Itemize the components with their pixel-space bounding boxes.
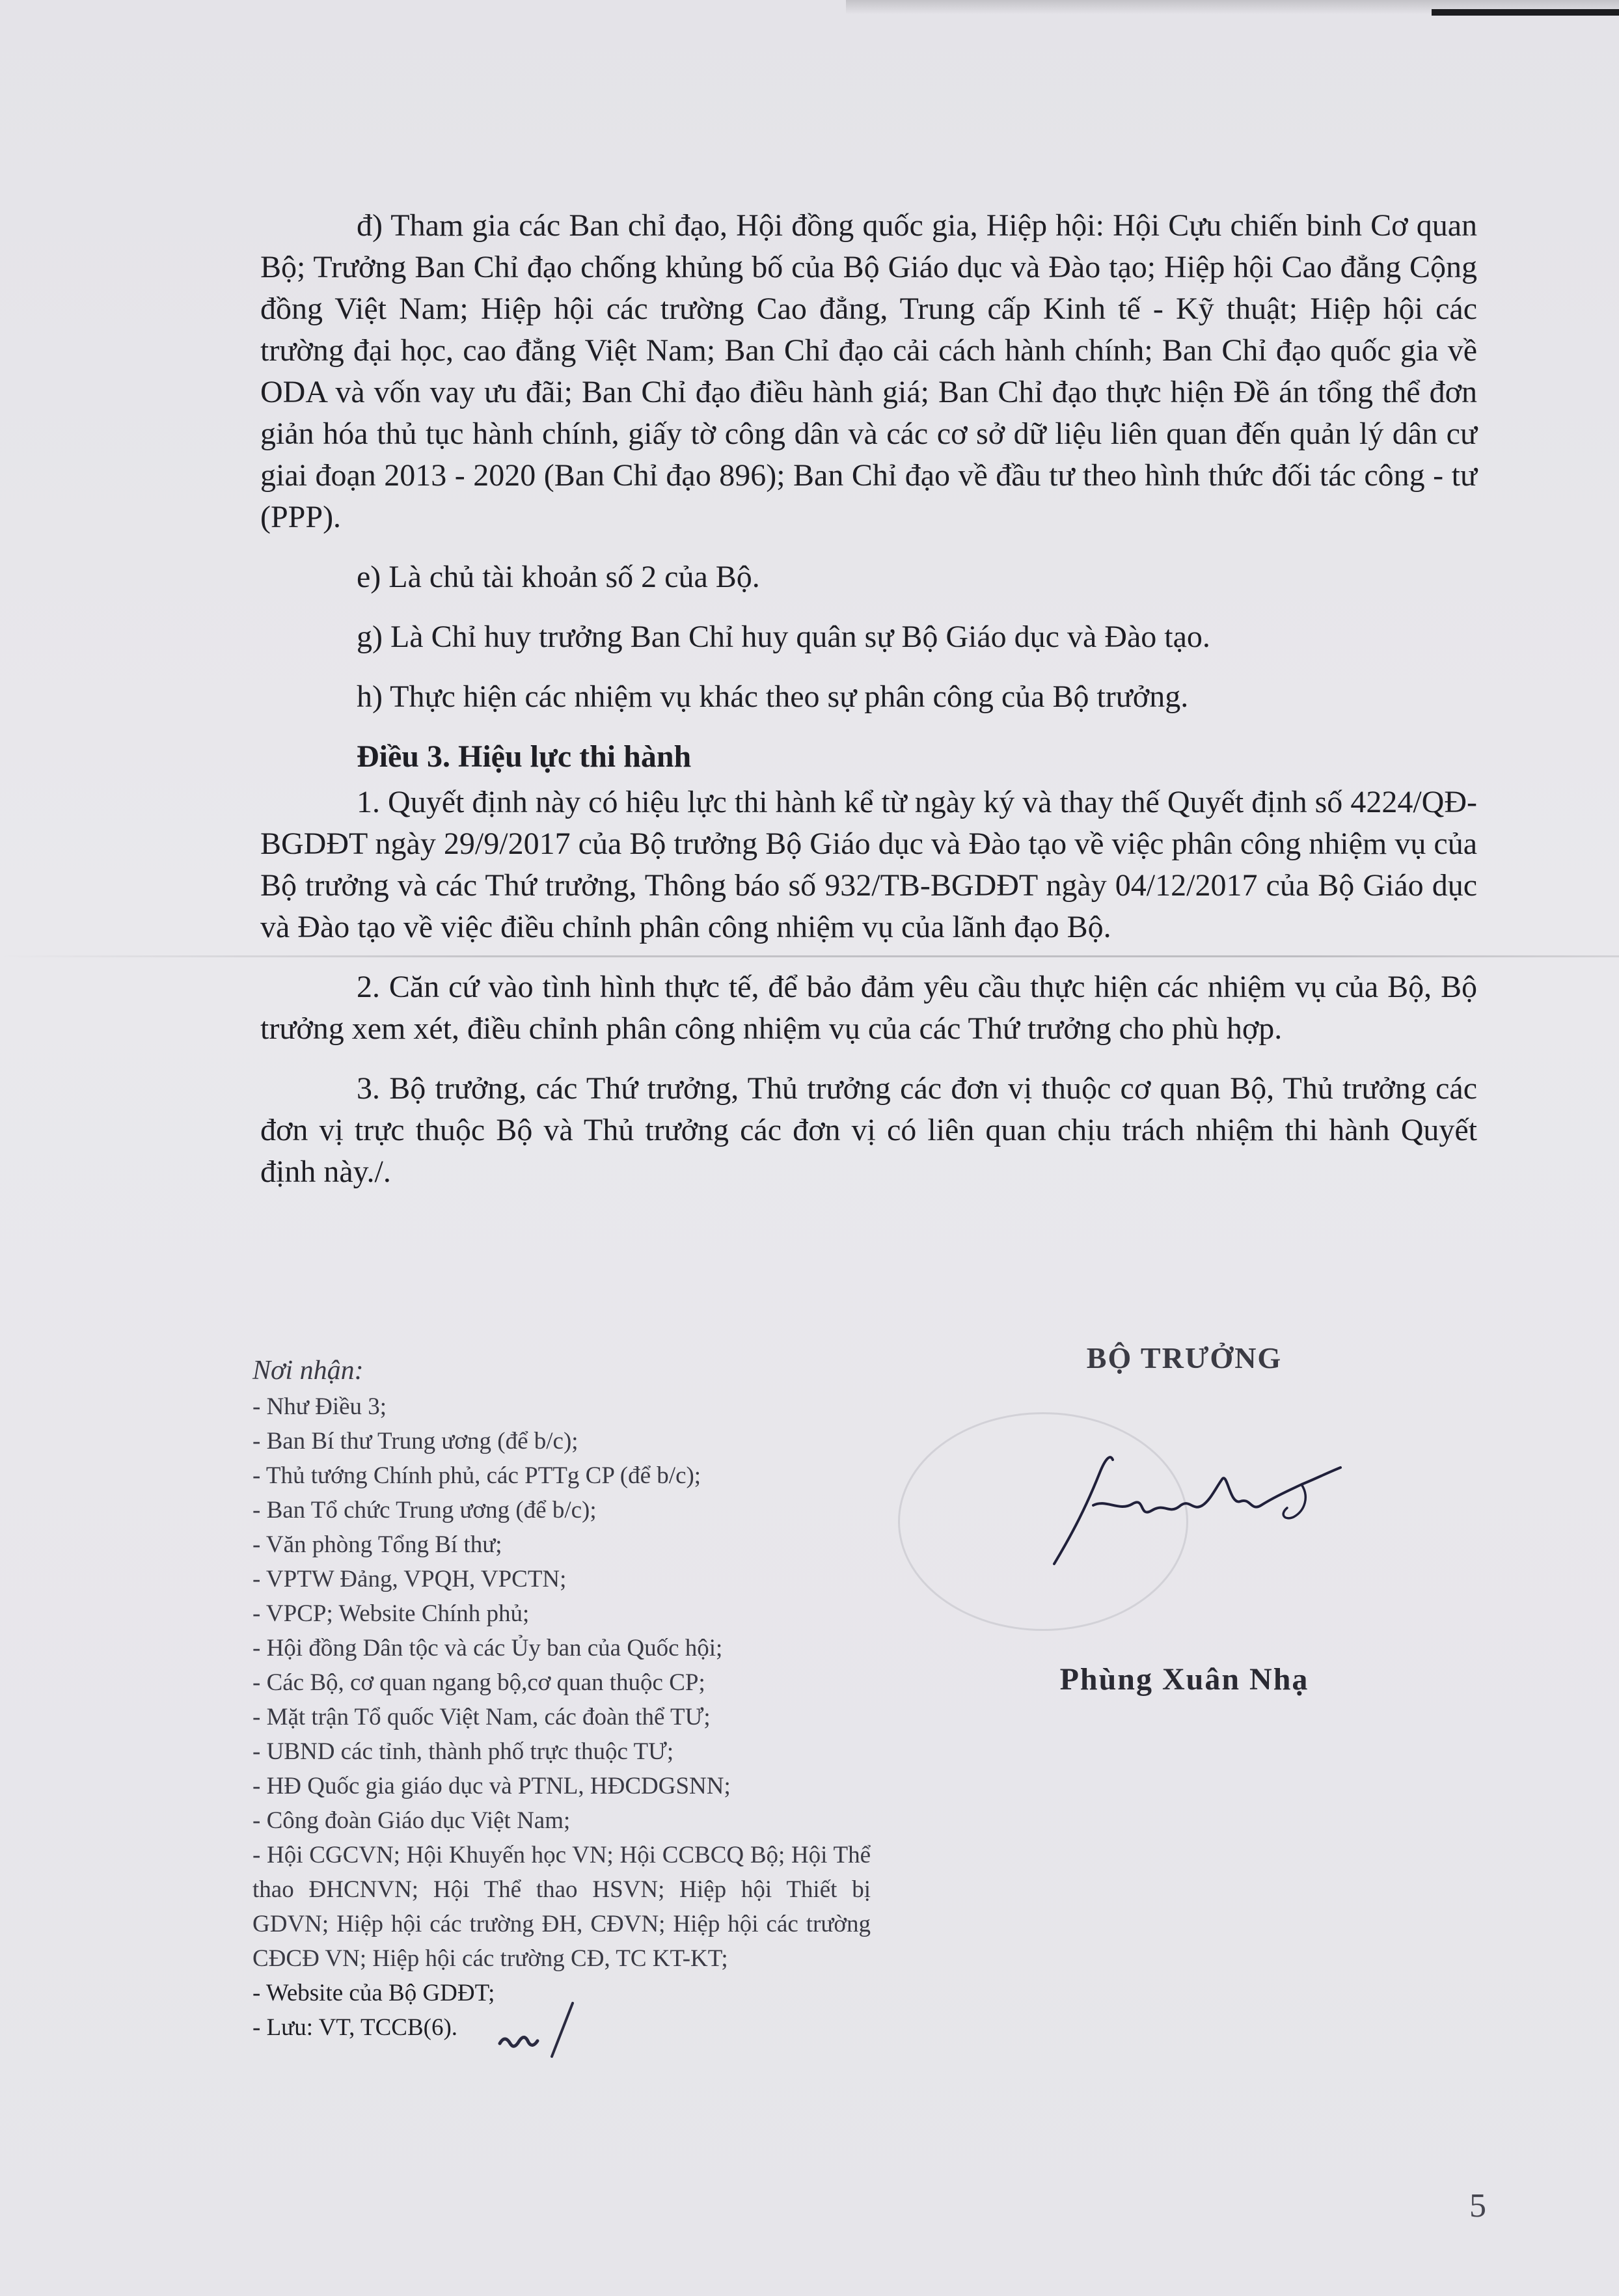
page-top-edge — [1432, 9, 1619, 16]
recipient-item: - VPCP; Website Chính phủ; — [252, 1600, 530, 1627]
article-3-item-2: 2. Căn cứ vào tình hình thực tế, để bảo đảm yêu cầu thực hiện các nhiệm vụ của Bộ, Bộ trưởng xem xét, điều chỉnh phân công nhiệm vụ của các Thứ trưởng cho phù hợp. — [260, 970, 1477, 1046]
recipient-item: - Công đoàn Giáo dục Việt Nam; — [252, 1807, 571, 1834]
document-body — [260, 205, 1477, 1193]
recipient-item: - Mặt trận Tổ quốc Việt Nam, các đoàn thể TƯ; — [252, 1704, 711, 1730]
signature-block — [1015, 1341, 1354, 1697]
recipient-item: - UBND các tỉnh, thành phố trực thuộc TƯ; — [252, 1738, 674, 1765]
signer-name: Phùng Xuân Nhạ — [1059, 1662, 1309, 1697]
recipient-item: - Các Bộ, cơ quan ngang bộ,cơ quan thuộc CP; — [252, 1669, 705, 1696]
recipient-item: - Hội đồng Dân tộc và các Ủy ban của Quốc hội; — [252, 1635, 723, 1661]
clause-d: đ) Tham gia các Ban chỉ đạo, Hội đồng quốc gia, Hiệp hội: Hội Cựu chiến binh Cơ quan Bộ; Trưởng Ban Chỉ đạo chống khủng bố của Bộ Giáo dục và Đào tạo; Hiệp hội Cao đẳng Cộng đồng Việt Nam; Hiệp hội các trường Cao đẳng, Trung cấp Kinh tế - Kỹ thuật; Hiệp hội các trường đại học, cao đẳng Việt Nam; Ban Chỉ đạo cải cách hành chính; Ban Chỉ đạo quốc gia về ODA và vốn vay ưu đãi; Ban Chỉ đạo điều hành giá; Ban Chỉ đạo thực hiện Đề án tổng thể đơn giản hóa thủ tục hành chính, giấy tờ công dân và các cơ sở dữ liệu liên quan đến quản lý dân cư giai đoạn 2013 - 2020 (Ban Chỉ đạo 896); Ban Chỉ đạo về đầu tư theo hình thức đối tác công - tư (PPP). — [260, 208, 1477, 534]
article-3-item-1: 1. Quyết định này có hiệu lực thi hành kể từ ngày ký và thay thế Quyết định số 4224/QĐ-BGDĐT ngày 29/9/2017 của Bộ trưởng Bộ Giáo dục và Đào tạo về việc phân công nhiệm vụ của Bộ trưởng và các Thứ trưởng, Thông báo số 932/TB-BGDĐT ngày 04/12/2017 của Bộ Giáo dục và Đào tạo về việc điều chỉnh phân công nhiệm vụ của lãnh đạo Bộ. — [260, 785, 1477, 944]
recipients-list — [252, 1389, 871, 2045]
recipient-item: - Ban Tổ chức Trung ương (để b/c); — [252, 1497, 597, 1524]
recipient-item: - Ban Bí thư Trung ương (để b/c); — [252, 1428, 578, 1455]
recipient-item: - VPTW Đảng, VPQH, VPCTN; — [252, 1566, 567, 1592]
page-number: 5 — [1469, 2187, 1486, 2224]
clause-g: g) Là Chỉ huy trưởng Ban Chỉ huy quân sự Bộ Giáo dục và Đào tạo. — [357, 620, 1210, 654]
recipient-item: - Hội CGCVN; Hội Khuyến học VN; Hội CCBCQ Bộ; Hội Thể thao ĐHCNVN; Hội Thể thao HSVN; Hiệp hội Thiết bị GDVN; Hiệp hội các trường ĐH, CĐVN; Hiệp hội các trường CĐCĐ VN; Hiệp hội các trường CĐ, TC KT-KT; — [252, 1842, 871, 1972]
article-3-item-3: 3. Bộ trưởng, các Thứ trưởng, Thủ trưởng các đơn vị thuộc cơ quan Bộ, Thủ trưởng các đơn vị trực thuộc Bộ và Thủ trưởng các đơn vị có liên quan chịu trách nhiệm thi hành Quyết định này./. — [260, 1071, 1477, 1189]
clause-e: e) Là chủ tài khoản số 2 của Bộ. — [357, 560, 760, 594]
recipient-item: - Lưu: VT, TCCB(6). — [252, 2014, 458, 2041]
recipient-item: - HĐ Quốc gia giáo dục và PTNL, HĐCDGSNN; — [252, 1773, 731, 1799]
recipient-item: - Như Điều 3; — [252, 1393, 387, 1420]
recipients-block — [252, 1354, 871, 2045]
signer-title: BỘ TRƯỞNG — [1086, 1341, 1283, 1374]
recipient-item: - Văn phòng Tổng Bí thư; — [252, 1531, 502, 1558]
recipient-item: - Website của Bộ GDĐT; — [252, 1980, 495, 2006]
clause-h: h) Thực hiện các nhiệm vụ khác theo sự phân công của Bộ trưởng. — [357, 679, 1189, 714]
article-3-heading: Điều 3. Hiệu lực thi hành — [357, 739, 692, 774]
recipient-item: - Thủ tướng Chính phủ, các PTTg CP (để b/c); — [252, 1462, 701, 1489]
handwritten-signature — [1015, 1434, 1354, 1577]
handwritten-initials — [487, 1998, 578, 2070]
recipients-title: Nơi nhận: — [252, 1356, 364, 1386]
